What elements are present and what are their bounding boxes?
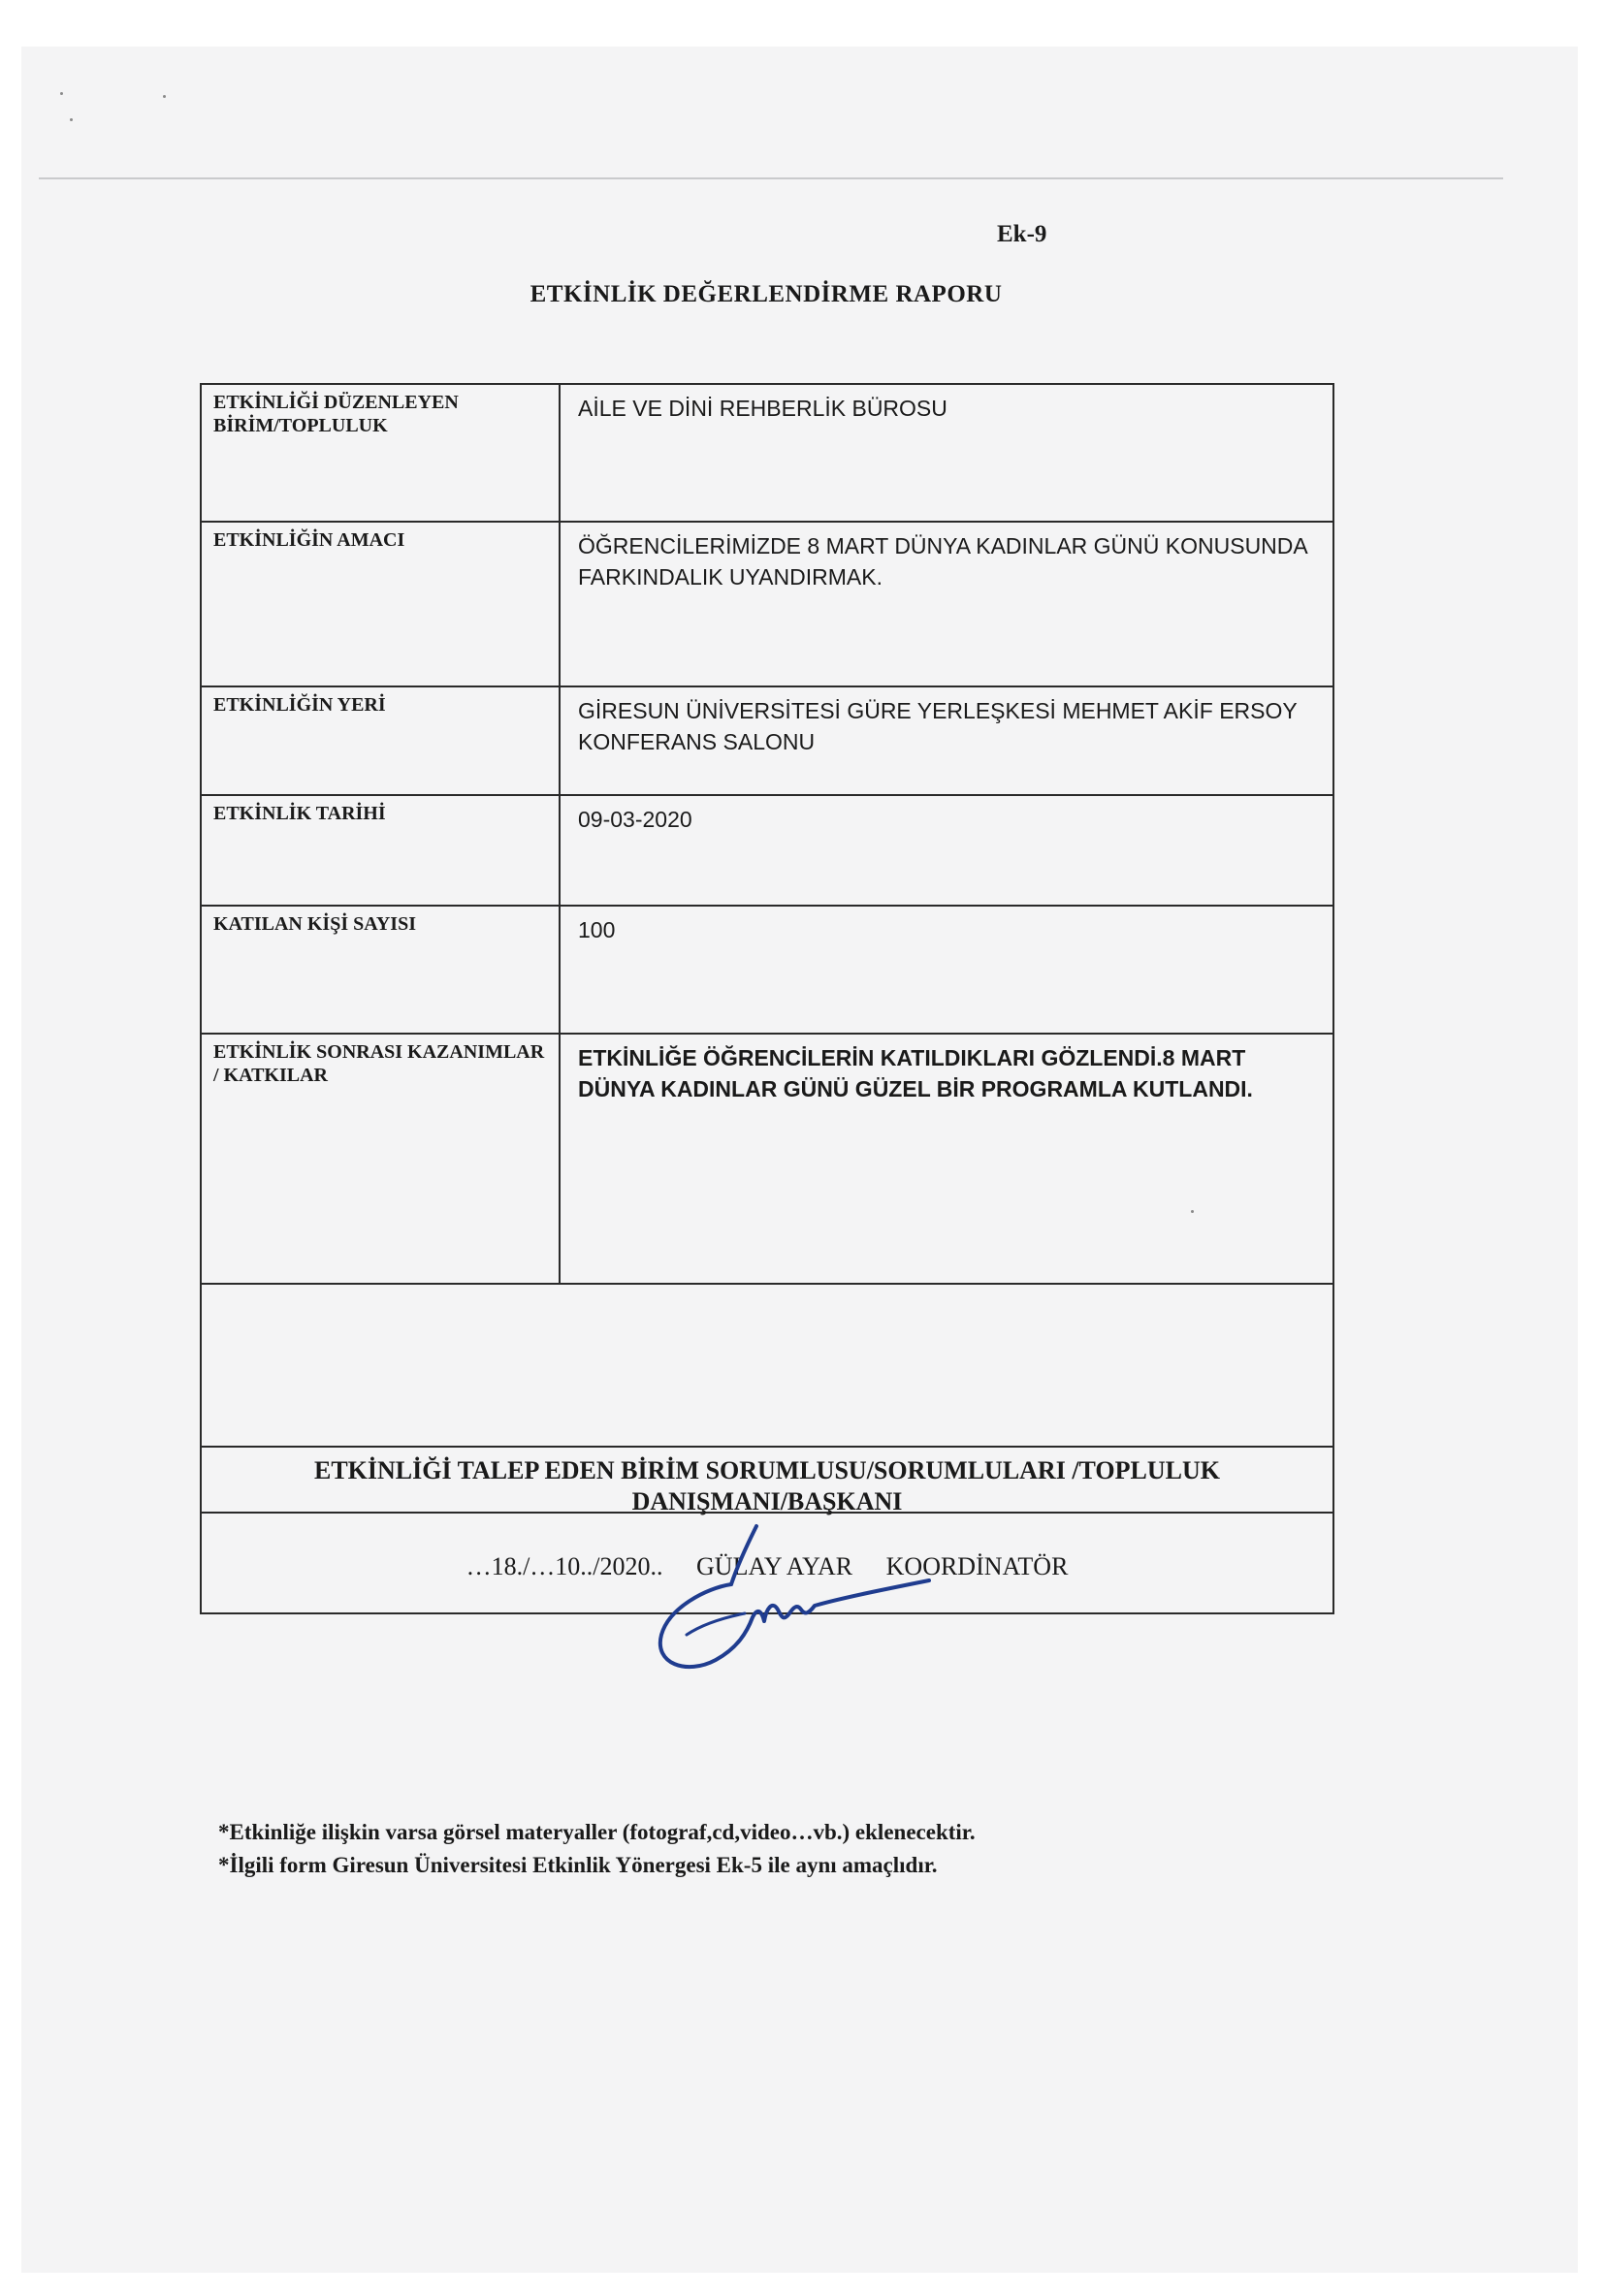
handwritten-signature [648, 1520, 939, 1685]
field-row-date [202, 796, 1332, 907]
field-label: ETKİNLİĞİN AMACI [202, 523, 561, 686]
field-row-outcomes [202, 1035, 1332, 1285]
field-label: ETKİNLİK TARİHİ [202, 796, 561, 905]
document-title: ETKİNLİK DEĞERLENDİRME RAPORU [530, 281, 1003, 307]
annex-number: Ek-9 [997, 221, 1047, 247]
field-row-location [202, 687, 1332, 796]
responsible-heading: ETKİNLİĞİ TALEP EDEN BİRİM SORUMLUSU/SORUMLULARI /TOPLULUK DANIŞMANI/BAŞKANI [202, 1448, 1332, 1514]
field-label: ETKİNLİĞİ DÜZENLEYEN BİRİM/TOPLULUK [202, 385, 561, 521]
field-row-organizer [202, 385, 1332, 523]
field-value: 100 [578, 917, 616, 942]
field-label: ETKİNLİĞİN YERİ [202, 687, 561, 794]
field-label: KATILAN KİŞİ SAYISI [202, 907, 561, 1033]
footnote: *İlgili form Giresun Üniversitesi Etkinlik Yönergesi Ek-5 ile aynı amaçlıdır. [218, 1853, 938, 1877]
footnote: *Etkinliğe ilişkin varsa görsel materyaller (fotograf,cd,video…vb.) eklenecektir. [218, 1820, 976, 1844]
field-value: 09-03-2020 [578, 807, 692, 832]
field-value: ÖĞRENCİLERİMİZDE 8 MART DÜNYA KADINLAR GÜNÜ KONUSUNDA FARKINDALIK UYANDIRMAK. [578, 533, 1307, 590]
field-label: ETKİNLİK SONRASI KAZANIMLAR / KATKILAR [202, 1035, 561, 1283]
footnotes [218, 1816, 976, 1882]
field-value: AİLE VE DİNİ REHBERLİK BÜROSU [578, 396, 947, 421]
blank-row [202, 1285, 1332, 1448]
scan-artifact-line [39, 177, 1503, 179]
report-form-table [200, 383, 1334, 1614]
responsible-role: KOORDİNATÖR [885, 1552, 1069, 1580]
scan-speck [60, 92, 63, 95]
scan-speck [70, 118, 73, 121]
sign-date: …18./…10../2020.. [465, 1552, 663, 1580]
field-row-participants [202, 907, 1332, 1035]
field-row-purpose [202, 523, 1332, 687]
scan-speck [163, 95, 166, 98]
field-value: GİRESUN ÜNİVERSİTESİ GÜRE YERLEŞKESİ MEHMET AKİF ERSOY KONFERANS SALONU [578, 698, 1298, 754]
responsible-name: GÜLAY AYAR [696, 1552, 853, 1580]
field-value: ETKİNLİĞE ÖĞRENCİLERİN KATILDIKLARI GÖZLENDİ.8 MART DÜNYA KADINLAR GÜNÜ GÜZEL BİR PROGRAMLA KUTLANDI. [578, 1045, 1253, 1101]
